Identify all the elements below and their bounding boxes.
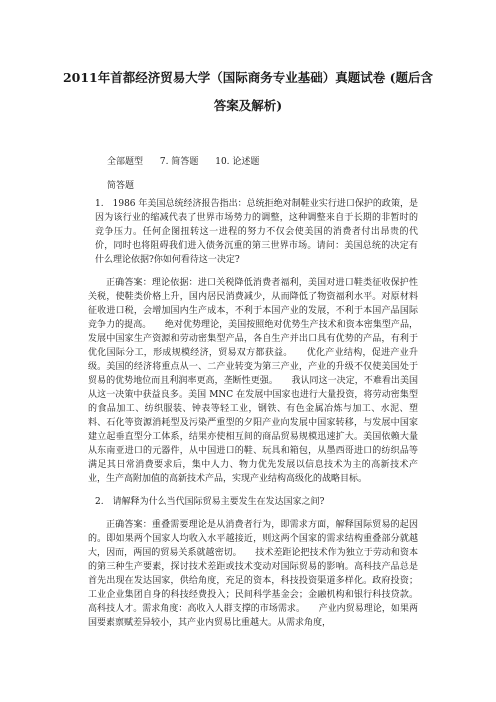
question-2: 2. 请解释为什么当代国际贸易主要发生在发达国家之间? bbox=[95, 497, 325, 507]
answer-1: 正确答案：理论依据：进口关税降低消费者福利，美国对进口鞋类征收保护性关税，使鞋类价格上升，国内居民消费减少，从而降低了物资福利水平。对原材料征收进口税，会增加国内生产成本，不利于本国产业的发展，不利于本国产品国际竞争力的提高。 绝对优势理论，美国按照绝对优势生产技术和资本密集型产品，发展中国家生产资源和劳动密集型产品，各自生产并出口具有优势的产品，有利于优化国际分工，形成规模经济，贸易双方都获益。 优化产业结构，促进产业升级。美国的经济将重点从一、二产业转变为第三产业，产业的升级不仅使美国处于贸易的优势地位而且利润率更高，垄断性更强。 我认同这一决定，不难看出美国从这一决策中获益良多。美国 MNC 在发展中国家也进行大量投资，将劳动密集型的食品加工、纺织服装、钟表等轻工业，钢铁、有色金属冶炼与加工、水泥、塑料、石化等资源消耗型及污染严重型的夕阳产业向发展中国家转移，与发展中国家建立起垂直型分工体系，结果亦使相互间的商品贸易规模迅速扩大。美国依赖大量从东南亚进口的元器件，从中国进口的鞋、玩具和箱包，从墨西哥进口的纺织品等满足其日常消费要求后，集中人力、物力优先发展以信息技术为主的高新技术产业，生产高附加值的高新技术产品，实现产业结构高级化的战略目标。 bbox=[88, 278, 418, 484]
essay-count: 10. 论述题 bbox=[215, 157, 260, 167]
answer-2: 正确答案：重叠需要理论是从消费者行为，即需求方面，解释国际贸易的起因的。即如果两个国家人均收入水平越接近，则这两个国家的需求结构重叠部分就越大，因而，两国的贸易关系就越密切。 技术差距论把技术作为独立于劳动和资本的第三种生产要素，探讨技术差距或技术变动对国际贸易的影响。高科技产品总是首先出现在发达国家，供给角度，充足的资本，科技投资渠道多样化。政府投资；工业企业集团自身的科技经费投入；民间科学基金会；金融机构和银行科技贷款。高科技人才。需求角度：高收入人群支撑的市场需求。 产业内贸易理论，如果两国要素禀赋差异较小，其产业内贸易比重越大。从需求角度， bbox=[88, 520, 418, 628]
question-type-summary bbox=[107, 154, 273, 167]
short-answer-count: 7. 简答题 bbox=[159, 157, 199, 167]
section-heading: 简答题 bbox=[107, 181, 135, 191]
document-title: 2011年首都经济贸易大学（国际商务专业基础）真题试卷 (题后含答案及解析) bbox=[62, 70, 434, 113]
document-body bbox=[88, 197, 418, 639]
all-types-label: 全部题型 bbox=[107, 157, 144, 167]
question-1: 1. 1986 年美国总统经济报告指出：总统拒绝对制鞋业实行进口保护的政策，是因为该行业的缩减代表了世界市场势力的调整，这种调整来自于长期的非暂时的竞争压力。任何企图扭转这一进程的努力不仅会使美国的消费者付出昂贵的代价，同时也将阻碍我们进入债务沉重的第三世界市场。请问：美国总统的决定有什么理论依据?你如何看待这一决定? bbox=[95, 199, 418, 265]
